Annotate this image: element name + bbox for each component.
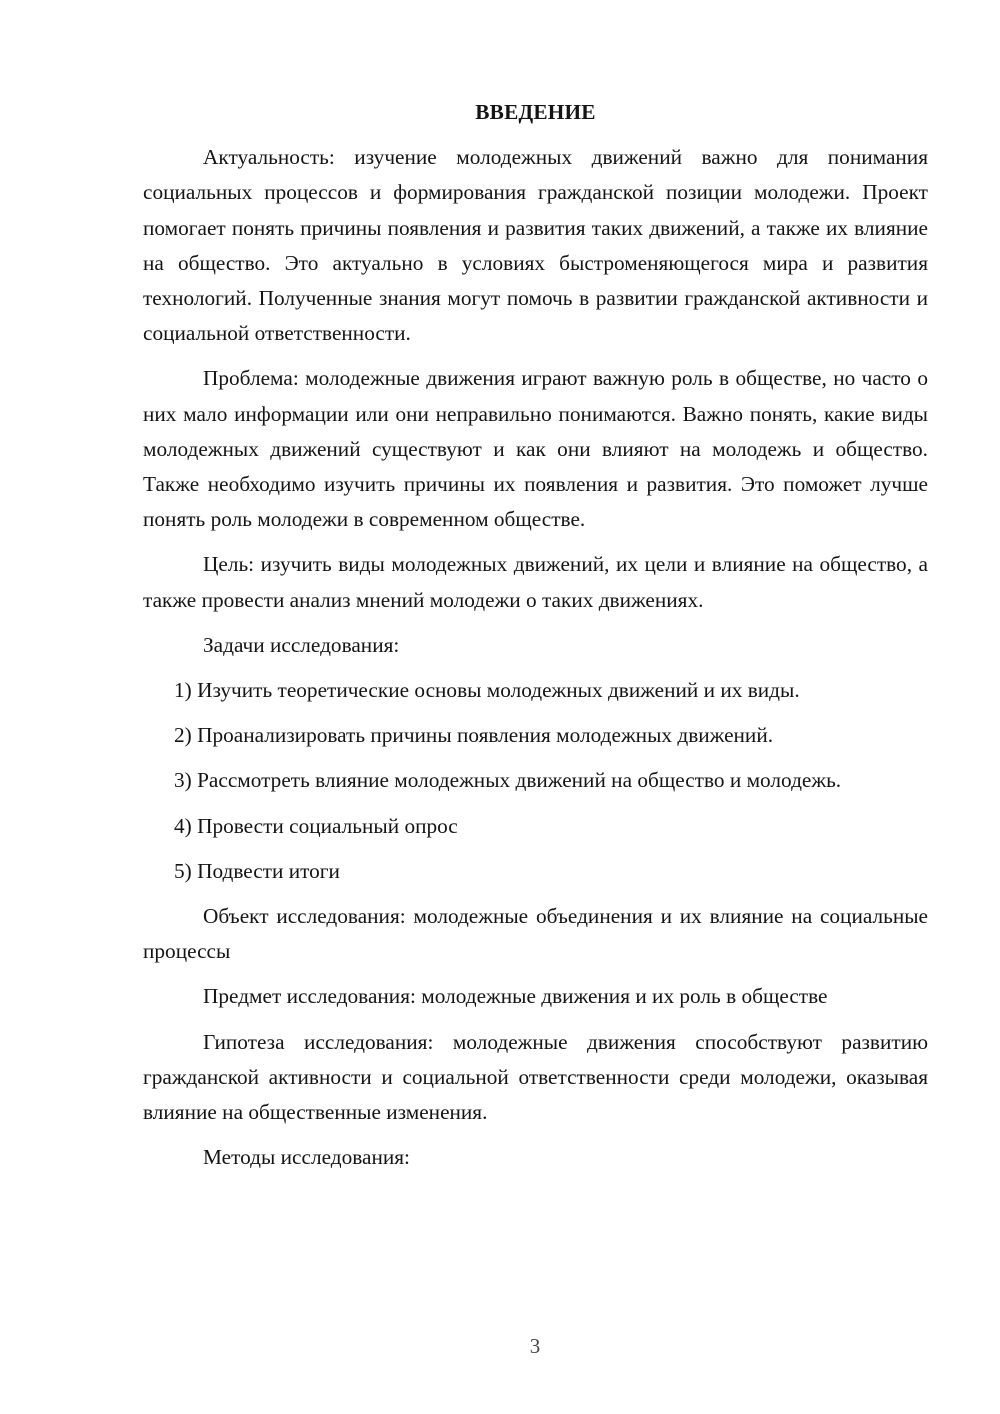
section-title: ВВЕДЕНИЕ	[475, 100, 596, 124]
problem-paragraph: Проблема: молодежные движения играют важную роль в обществе, но часто о них мало информации или они неправильно понимаются. Важно понять, какие виды молодежных движений существуют и как они влияют на молодежь и общество. Также необходимо изучить причины их появления и развития. Это поможет лучше понять роль молодежи в современном обществе.	[143, 366, 928, 532]
page-number: 3	[529, 1334, 541, 1358]
task-item: 2) Проанализировать причины появления молодежных движений.	[174, 723, 774, 748]
page-content	[143, 95, 928, 1185]
relevance-paragraph: Актуальность: изучение молодежных движений важно для понимания социальных процессов и формирования гражданской позиции молодежи. Проект помогает понять причины появления и развития таких движений, а также их влияние на общество. Это актуально в условиях быстроменяющегося мира и развития технологий. Полученные знания могут помочь в развитии гражданской активности и социальной ответственности.	[143, 145, 928, 346]
task-item: 4) Провести социальный опрос	[174, 813, 458, 838]
object-paragraph: Объект исследования: молодежные объединения и их влияние на социальные процессы	[143, 904, 928, 964]
tasks-heading: Задачи исследования:	[203, 632, 400, 657]
task-item: 1) Изучить теоретические основы молодежных движений и их виды.	[174, 678, 800, 703]
hypothesis-paragraph: Гипотеза исследования: молодежные движения способствуют развитию гражданской активности и социальной ответственности среди молодежи, оказывая влияние на общественные изменения.	[143, 1029, 928, 1125]
task-item: 5) Подвести итоги	[174, 858, 340, 883]
subject-paragraph: Предмет исследования: молодежные движения и их роль в обществе	[203, 984, 828, 1009]
goal-paragraph: Цель: изучить виды молодежных движений, их цели и влияние на общество, а также провести анализ мнений молодежи о таких движениях.	[143, 552, 928, 612]
methods-heading: Методы исследования:	[203, 1145, 410, 1170]
task-item: 3) Рассмотреть влияние молодежных движений на общество и молодежь.	[174, 768, 842, 793]
